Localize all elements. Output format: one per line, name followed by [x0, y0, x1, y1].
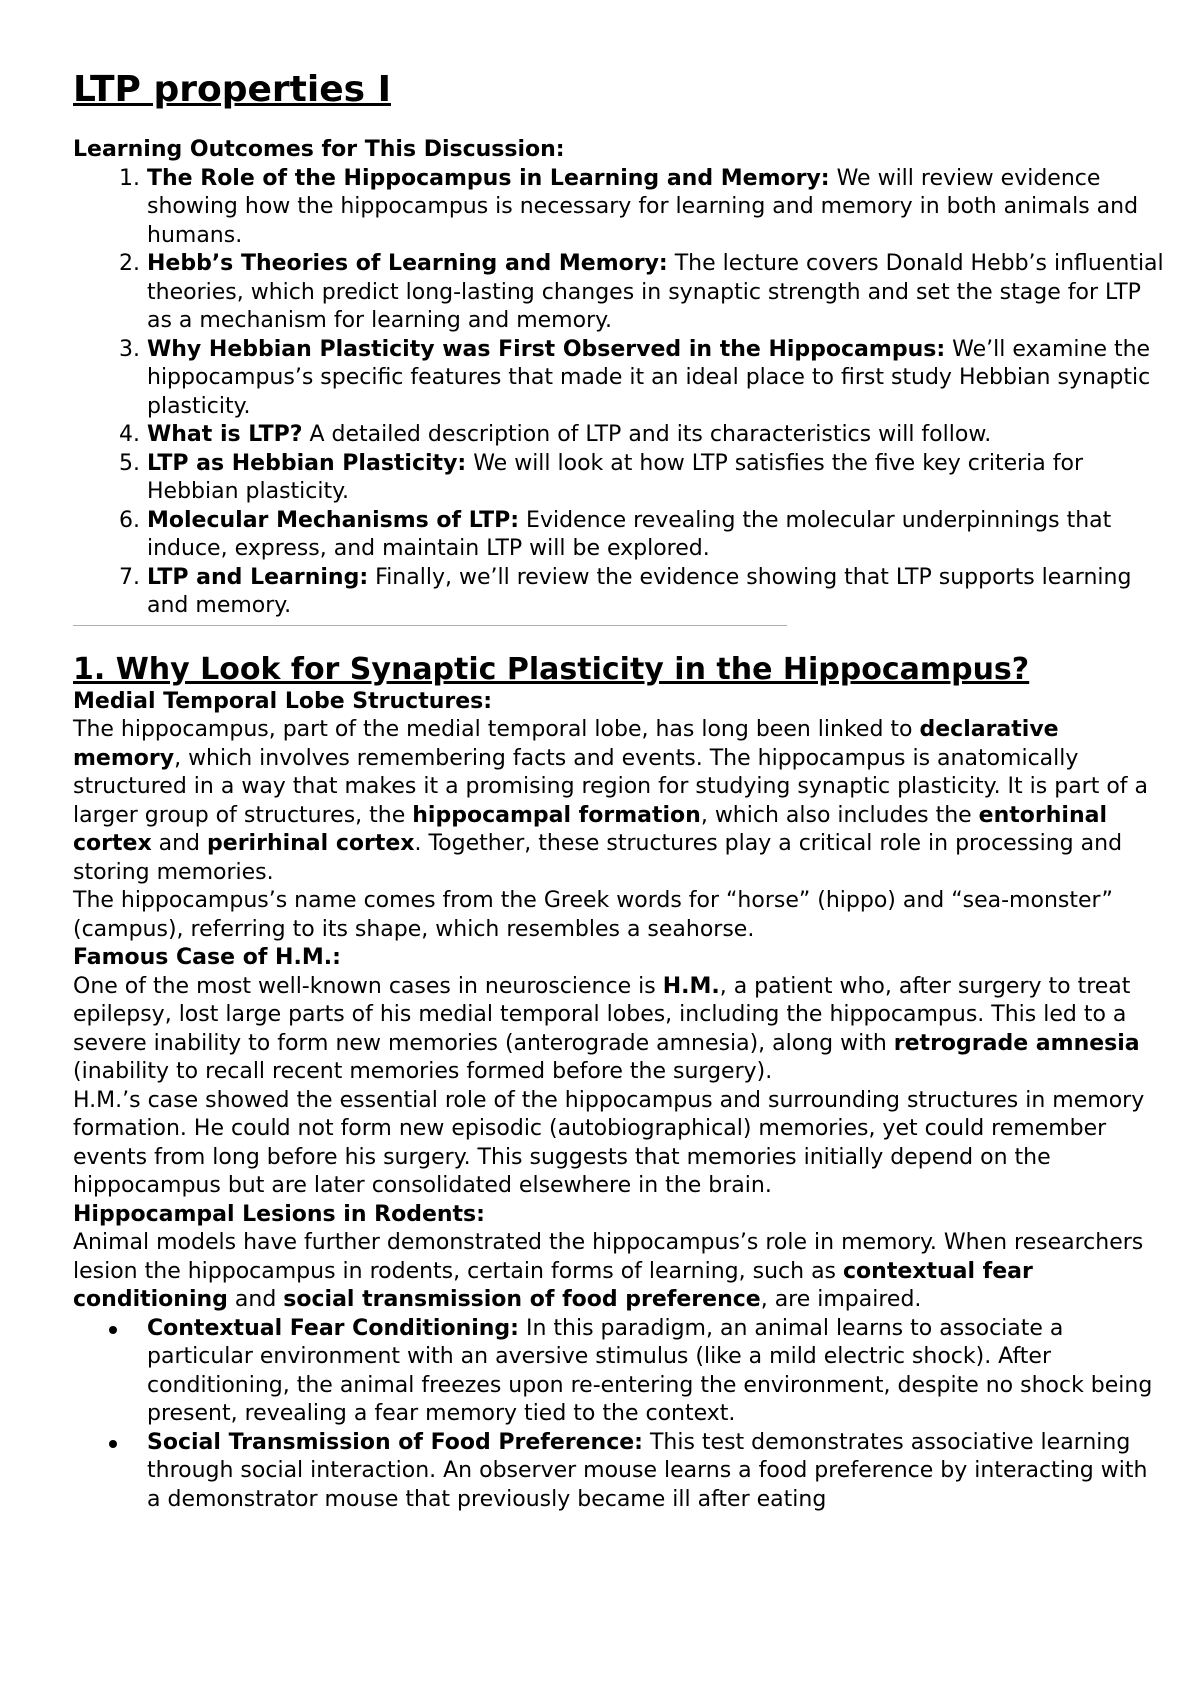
text-run: One of the most well-known cases in neuroscience is	[73, 973, 663, 999]
outcome-label: Hebb’s Theories of Learning and Memory:	[147, 251, 668, 276]
paradigm-bullet-list	[73, 1315, 1165, 1515]
list-item	[147, 1315, 1165, 1429]
learning-outcomes-heading: Learning Outcomes for This Discussion:	[73, 137, 565, 162]
list-item	[147, 165, 1165, 251]
paragraph-mtl	[73, 716, 1165, 887]
paragraph-name-origin: The hippocampus’s name comes from the Greek words for “horse” (hippo) and “sea-monster” (campus), referring to its shape, which resembles a seahorse.	[73, 888, 1113, 942]
outcome-text: We will look at how LTP satisfies the five key criteria for Hebbian plasticity.	[147, 450, 1084, 504]
bullet-text: This test demonstrates associative learning through social interaction. An observer mouse learns a food preference by interacting with a demonstrator mouse that previously became ill after eating	[147, 1429, 1148, 1512]
learning-outcomes-list	[73, 165, 1165, 621]
outcome-text: Finally, we’ll review the evidence showing that LTP supports learning and memory.	[147, 564, 1132, 618]
bold-term: retrograde amnesia	[893, 1030, 1140, 1056]
outcome-label: LTP and Learning:	[147, 564, 369, 590]
subheading-rodents: Hippocampal Lesions in Rodents:	[73, 1201, 485, 1227]
subheading-mtl: Medial Temporal Lobe Structures:	[73, 688, 493, 714]
list-item	[147, 336, 1165, 422]
bold-term: hippocampal formation	[412, 802, 701, 828]
text-run: , a patient who, after surgery to treat epilepsy, lost large parts of his medial temporal lobes, including the hippocampus. This led to a severe inability to form new memories (anterograde amnesia), along with	[73, 973, 1131, 1056]
bold-term: perirhinal cortex	[207, 831, 415, 856]
text-run: , which involves remembering facts and events. The hippocampus is anatomically structured in a way that makes it a promising region for studying synaptic plasticity. It is part of a larger group of structures, the	[73, 745, 1149, 828]
outcome-label: The Role of the Hippocampus in Learning and Memory:	[147, 165, 830, 191]
outcome-label: What is LTP?	[147, 422, 303, 447]
paragraph-rodents	[73, 1229, 1165, 1315]
outcome-label: Why Hebbian Plasticity was First Observed in the Hippocampus:	[147, 336, 946, 362]
bold-term: social transmission of food preference	[283, 1287, 761, 1312]
paragraph-hm	[73, 973, 1165, 1087]
bold-term: entorhinal cortex	[73, 802, 1107, 856]
outcome-text: We’ll examine the hippocampus’s specific features that made it an ideal place to first study Hebbian synaptic plasticity.	[147, 336, 1151, 419]
paragraph-hm-case: H.M.’s case showed the essential role of the hippocampus and surrounding structures in memory formation. He could not form new episodic (autobiographical) memories, yet could remember events from long before his surgery. This suggests that memories initially depend on the hippocampus but are later consolidated elsewhere in the brain.	[73, 1087, 1145, 1198]
outcome-text: Evidence revealing the molecular underpinnings that induce, express, and maintain LTP will be explored.	[147, 507, 1112, 561]
bullet-icon	[109, 1440, 117, 1448]
outcome-text: The lecture covers Donald Hebb’s influential theories, which predict long-lasting changes in synaptic strength and set the stage for LTP as a mechanism for learning and memory.	[147, 251, 1164, 333]
document-page	[73, 70, 1165, 1514]
bold-term: declarative memory	[73, 717, 1059, 771]
section-heading: 1. Why Look for Synaptic Plasticity in the Hippocampus?	[73, 651, 1030, 687]
text-run: and	[151, 831, 208, 856]
bold-term: contextual fear conditioning	[73, 1258, 1033, 1312]
list-item	[147, 564, 1165, 621]
list-item	[147, 507, 1165, 564]
text-run: . Together, these structures play a critical role in processing and storing memories.	[73, 831, 1123, 885]
outcome-label: LTP as Hebbian Plasticity:	[147, 450, 467, 476]
list-item	[147, 421, 1165, 450]
outcome-text: We will review evidence showing how the hippocampus is necessary for learning and memory in both animals and humans.	[147, 165, 1139, 248]
outcome-text: A detailed description of LTP and its characteristics will follow.	[302, 422, 992, 447]
bullet-icon	[109, 1326, 117, 1334]
bullet-label: Contextual Fear Conditioning:	[147, 1315, 519, 1341]
page-title: LTP properties I	[73, 69, 391, 110]
text-run: , which also includes the	[700, 802, 979, 828]
outcome-label: Molecular Mechanisms of LTP:	[147, 507, 520, 533]
text-run: (inability to recall recent memories formed before the surgery).	[73, 1059, 773, 1084]
bold-term: H.M.	[662, 973, 720, 999]
section-divider	[73, 625, 787, 626]
list-item	[147, 250, 1165, 336]
text-run: and	[227, 1287, 284, 1312]
text-run: , are impaired.	[760, 1287, 922, 1312]
text-run: The hippocampus, part of the medial temporal lobe, has long been linked to	[73, 717, 920, 742]
list-item	[147, 450, 1165, 507]
bullet-text: In this paradigm, an animal learns to associate a particular environment with an aversive stimulus (like a mild electric shock). After conditioning, the animal freezes upon re-entering the environment, despite no shock being present, revealing a fear memory tied to the context.	[147, 1315, 1153, 1426]
list-item	[147, 1429, 1165, 1515]
text-run: Animal models have further demonstrated the hippocampus’s role in memory. When researchers lesion the hippocampus in rodents, certain forms of learning, such as	[73, 1230, 1144, 1284]
bullet-label: Social Transmission of Food Preference:	[147, 1429, 643, 1455]
subheading-hm: Famous Case of H.M.:	[73, 945, 341, 970]
